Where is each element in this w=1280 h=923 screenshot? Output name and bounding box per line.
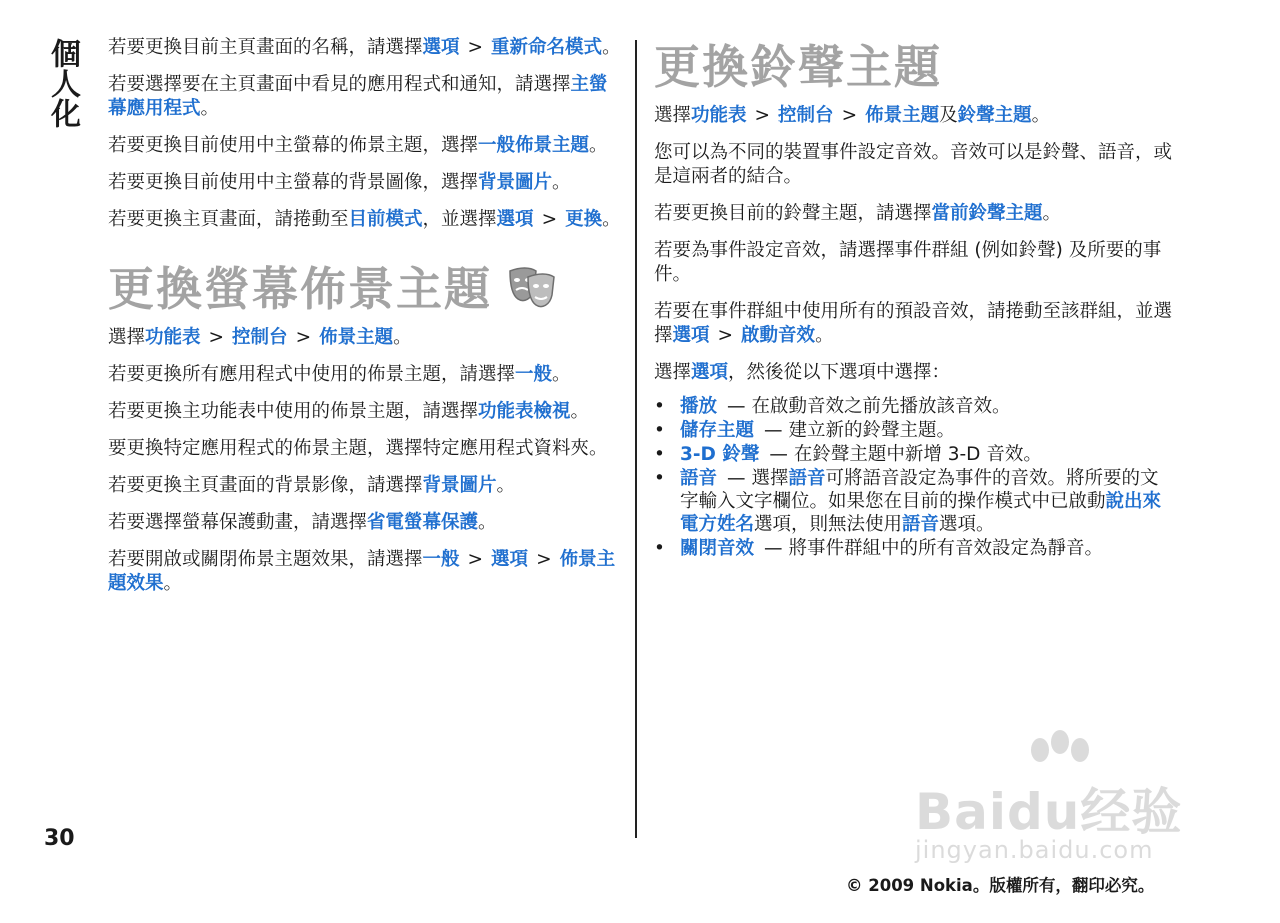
link-voice[interactable]: 語音 [902, 514, 940, 535]
menu-path-themes: 選擇功能表 > 控制台 > 佈景主題。 [108, 327, 412, 348]
menu-path-ringtone-themes: 選擇功能表 > 控制台 > 佈景主題及鈴聲主題。 [654, 105, 1051, 126]
link-general-theme[interactable]: 一般佈景主題 [478, 135, 590, 156]
link-wallpaper[interactable]: 背景圖片 [478, 172, 553, 193]
paragraph-default-sounds: 若要在事件群組中使用所有的預設音效，請捲動至該群組，並選擇選項 > 啟動音效。 [654, 301, 1173, 346]
paragraph-home-apps: 若要選擇要在主頁畫面中看見的應用程式和通知，請選擇主螢幕應用程式。 [108, 74, 608, 119]
column-divider [635, 40, 637, 838]
theatre-masks-icon [506, 263, 558, 315]
heading-change-ringtone-theme: 更換鈴聲主題 [654, 40, 942, 94]
section-side-tab: 個人化 [45, 38, 80, 128]
list-item: • 3-D 鈴聲 — 在鈴聲主題中新增 3-D 音效。 [654, 444, 1042, 465]
paragraph-event-sounds: 您可以為不同的裝置事件設定音效。音效可以是鈴聲、語音，或是這兩者的結合。 [654, 142, 1173, 187]
link-current-ringtone-theme[interactable]: 當前鈴聲主題 [931, 203, 1043, 224]
link-menu[interactable]: 功能表 [691, 105, 747, 126]
link-play[interactable]: 播放 [680, 396, 718, 417]
link-general[interactable]: 一般 [422, 549, 460, 570]
options-list [654, 395, 1174, 560]
paragraph-general-theme: 若要更換目前使用中主螢幕的佈景主題，選擇一般佈景主題。 [108, 135, 608, 156]
link-current-mode[interactable]: 目前模式 [348, 209, 423, 230]
right-column [654, 40, 1174, 561]
paragraph-theme-effects: 若要開啟或關閉佈景主題效果，請選擇一般 > 選項 > 佈景主題效果。 [108, 549, 616, 594]
link-menu[interactable]: 功能表 [145, 327, 201, 348]
link-say-caller-name[interactable]: 說出來電方姓名 [680, 491, 1162, 535]
watermark-url: jingyan.baidu.com [915, 836, 1154, 864]
paragraph-screensaver: 若要選擇螢幕保護動畫，請選擇省電螢幕保護。 [108, 512, 497, 533]
link-options[interactable]: 選項 [491, 549, 529, 570]
list-item: • 儲存主題 — 建立新的鈴聲主題。 [654, 420, 956, 441]
link-sounds-off[interactable]: 關閉音效 [680, 538, 755, 559]
list-item: • 關閉音效 — 將事件群組中的所有音效設定為靜音。 [654, 538, 1104, 559]
link-general[interactable]: 一般 [515, 364, 553, 385]
link-voice[interactable]: 語音 [788, 468, 826, 489]
page-number: 30 [44, 826, 75, 851]
left-column [108, 36, 622, 609]
link-control-panel[interactable]: 控制台 [778, 105, 834, 126]
link-options[interactable]: 選項 [691, 362, 729, 383]
link-options[interactable]: 選項 [422, 37, 460, 58]
paragraph-choose-options: 選擇選項，然後從以下選項中選擇： [654, 362, 951, 383]
heading-change-display-theme: 更換螢幕佈景主題 [108, 262, 622, 316]
link-home-screen-apps[interactable]: 主螢幕應用程式 [108, 74, 608, 119]
paragraph-all-apps-theme: 若要更換所有應用程式中使用的佈景主題，請選擇一般。 [108, 364, 571, 385]
link-wallpaper[interactable]: 背景圖片 [422, 475, 497, 496]
paragraph-change-home: 若要更換主頁畫面，請捲動至目前模式，並選擇選項 > 更換。 [108, 209, 621, 230]
paragraph-rename-mode: 若要更換目前主頁畫面的名稱，請選擇選項 > 重新命名模式。 [108, 37, 621, 58]
link-power-saver[interactable]: 省電螢幕保護 [367, 512, 479, 533]
link-3d-ringtone[interactable]: 3-D 鈴聲 [680, 444, 760, 465]
link-save-theme[interactable]: 儲存主題 [680, 420, 755, 441]
link-menu-view[interactable]: 功能表檢視 [478, 401, 571, 422]
copyright-notice: © 2009 Nokia。版權所有，翻印必究。 [846, 876, 1155, 895]
link-ringtone-themes[interactable]: 鈴聲主題 [957, 105, 1032, 126]
baidu-watermark [905, 728, 1205, 868]
list-item: • 語音 — 選擇語音可將語音設定為事件的音效。將所要的文字輸入文字欄位。如果您在目前的操作模式中已啟動說出來電方姓名選項，則無法使用語音選項。 [654, 468, 1162, 535]
paragraph-set-event-sound: 若要為事件設定音效，請選擇事件群組 (例如鈴聲) 及所要的事件。 [654, 240, 1162, 285]
link-activate-sounds[interactable]: 啟動音效 [741, 325, 816, 346]
paragraph-wallpaper: 若要更換目前使用中主螢幕的背景圖像，選擇背景圖片。 [108, 172, 571, 193]
link-themes[interactable]: 佈景主題 [865, 105, 940, 126]
link-voice[interactable]: 語音 [680, 468, 718, 489]
link-themes[interactable]: 佈景主題 [319, 327, 394, 348]
link-theme-effects[interactable]: 佈景主題效果 [108, 549, 616, 594]
link-control-panel[interactable]: 控制台 [232, 327, 288, 348]
link-change[interactable]: 更換 [565, 209, 603, 230]
link-rename-mode[interactable]: 重新命名模式 [491, 37, 603, 58]
watermark-brand: Baidu经验 [915, 783, 1183, 841]
paragraph-current-ringtone-theme: 若要更換目前的鈴聲主題，請選擇當前鈴聲主題。 [654, 203, 1062, 224]
paragraph-main-menu-theme: 若要更換主功能表中使用的佈景主題，請選擇功能表檢視。 [108, 401, 590, 422]
paragraph-app-folder-theme: 要更換特定應用程式的佈景主題，選擇特定應用程式資料夾。 [108, 438, 608, 459]
link-options[interactable]: 選項 [496, 209, 534, 230]
paragraph-home-background: 若要更換主頁畫面的背景影像，請選擇背景圖片。 [108, 475, 516, 496]
list-item: • 播放 — 在啟動音效之前先播放該音效。 [654, 396, 1011, 417]
link-options[interactable]: 選項 [672, 325, 710, 346]
